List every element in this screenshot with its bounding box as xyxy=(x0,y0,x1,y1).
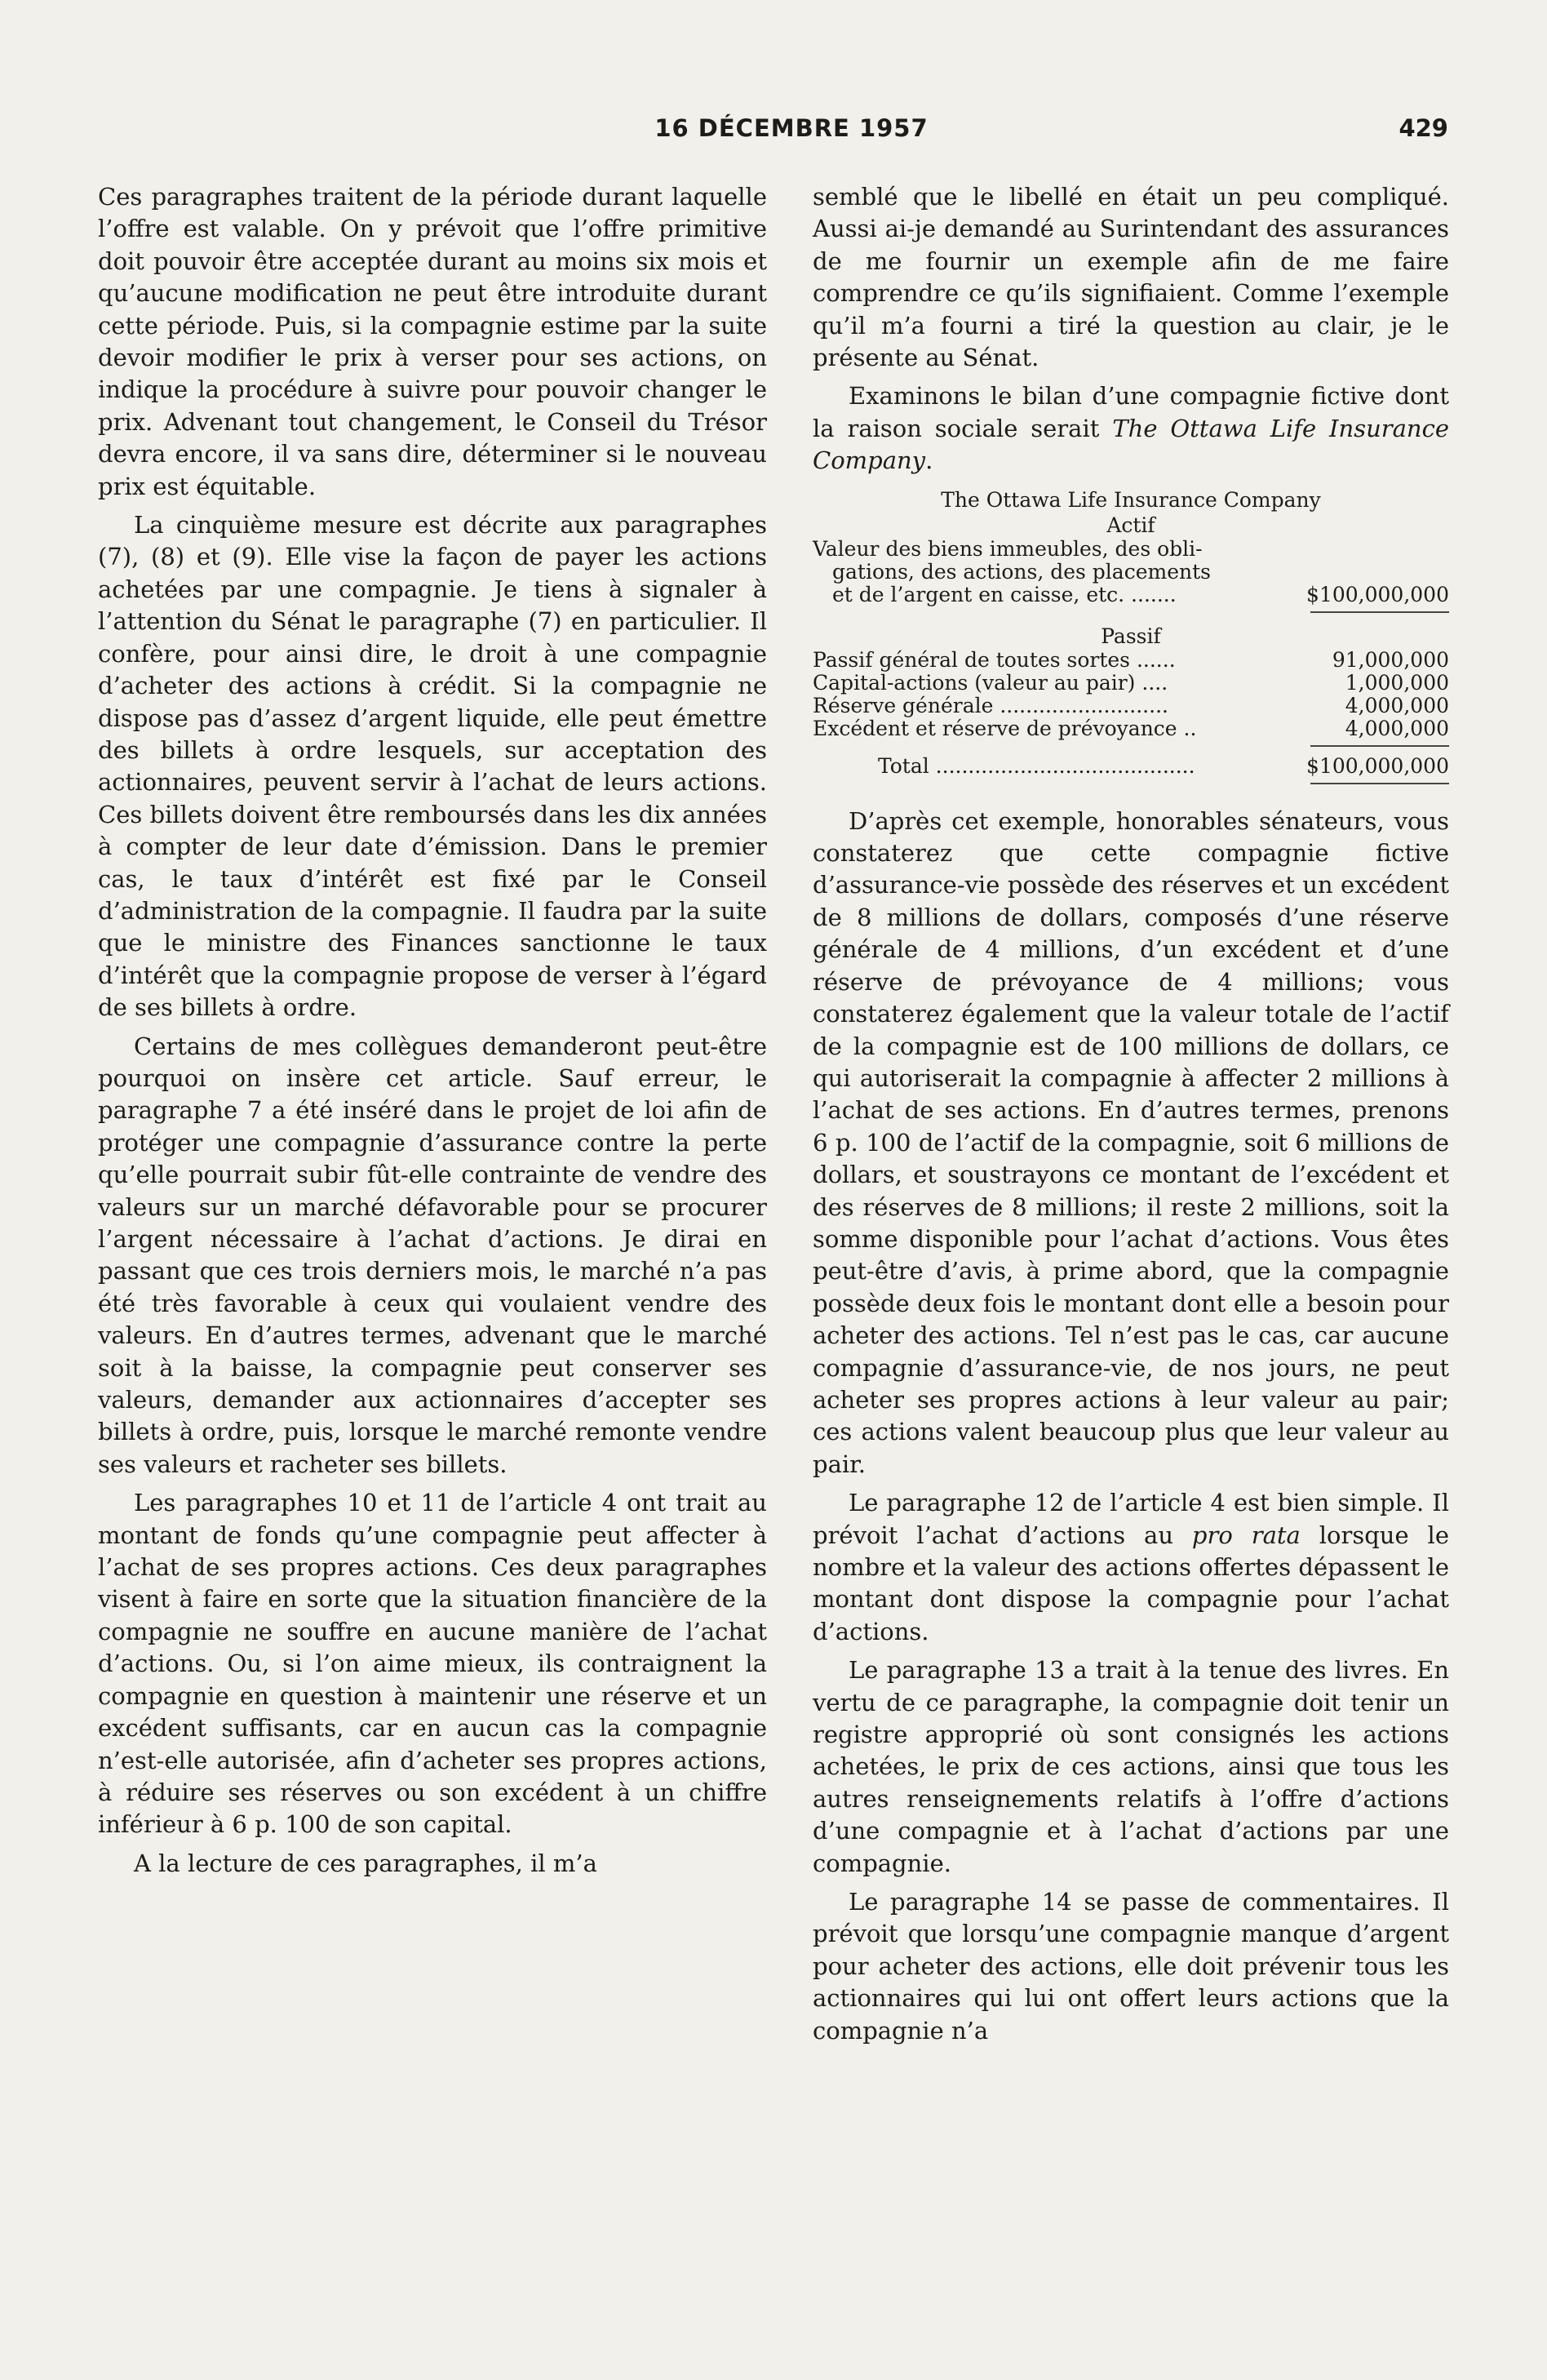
assets-table xyxy=(813,538,1449,606)
liability-value: 91,000,000 xyxy=(1332,647,1449,672)
paragraph-text: . xyxy=(925,446,933,475)
divider xyxy=(1310,745,1449,747)
liability-value: 4,000,000 xyxy=(1345,716,1449,740)
assets-label-line: et de l’argent en caisse, etc. ....... xyxy=(832,582,1177,606)
assets-heading: Actif xyxy=(1106,513,1155,537)
balance-sheet-title: The Ottawa Life Insurance Company xyxy=(941,487,1321,512)
table-row xyxy=(813,538,1449,606)
divider xyxy=(1310,783,1449,784)
paragraph: Le paragraphe 14 se passe de commentaires. Il prévoit que lorsqu’une compagnie manque d’argent pour acheter des actions, elle doit prévenir tous les actionnaires qui lui ont offert leurs actions que la compagnie n’a xyxy=(813,1888,1449,2045)
table-row xyxy=(813,672,1449,695)
paragraph-text: lorsque le nombre et la valeur des actions offertes dépassent le montant dont dispose la compagnie pour l’achat d’actions. xyxy=(813,1521,1449,1645)
table-row xyxy=(813,649,1449,672)
liability-value: 1,000,000 xyxy=(1345,670,1449,695)
divider xyxy=(1310,611,1449,613)
liability-label: Capital-actions (valeur au pair) .... xyxy=(813,670,1168,695)
liability-value: 4,000,000 xyxy=(1345,693,1449,717)
table-row xyxy=(813,695,1449,717)
assets-label-line: Valeur des biens immeubles, des obli- xyxy=(813,536,1203,561)
paragraph: Certains de mes collègues demanderont peut-être pourquoi on insère cet article. Sauf erreur, le paragraphe 7 a été inséré dans le projet de loi afin de protéger une compagnie d’assurance contre la perte qu’elle pourrait subir fût-elle contrainte de vendre des valeurs sur un marché défavorable pour se procurer l’argent nécessaire à l’achat d’actions. Je dirai en passant que ces trois derniers mois, le marché n’a pas été très favorable à ceux qui voulaient vendre des valeurs. En d’autres termes, advenant que le marché soit à la baisse, la compagnie peut conserver ses valeurs, demander aux actionnaires d’accepter ses billets à ordre, puis, lorsque le marché remonte vendre ses valeurs et racheter ses billets. xyxy=(98,1032,767,1478)
paragraph-text: Le paragraphe 12 de l’article 4 est bien simple. Il prévoit l’achat d’actions au xyxy=(813,1489,1449,1549)
paragraph-text: Examinons le bilan d’une compagnie fictive dont la raison sociale serait xyxy=(813,382,1449,442)
paragraph: La cinquième mesure est décrite aux paragraphes (7), (8) et (9). Elle vise la façon de payer les actions achetées par une compagnie. Je tiens à signaler à l’attention du Sénat le paragraphe (7) en particulier. Il confère, pour ainsi dire, le droit à une compagnie d’acheter des actions à crédit. Si la compagnie ne dispose pas d’assez d’argent liquide, elle peut émettre des billets à ordre lesquels, sur acceptation des actionnaires, peuvent servir à l’achat de leurs actions. Ces billets doivent être remboursés dans les dix années à compter de leur date d’émission. Dans le premier cas, le taux d’intérêt est fixé par le Conseil d’administration de la compagnie. Il faudra par la suite que le ministre des Finances sanctionne le taux d’intérêt que la compagnie propose de verser à l’égard de ses billets à ordre. xyxy=(98,511,767,1022)
right-column xyxy=(813,181,1449,2054)
balance-sheet xyxy=(813,487,1449,784)
paragraph: A la lecture de ces paragraphes, il m’a xyxy=(134,1849,597,1877)
total-table xyxy=(813,755,1449,778)
assets-label-line: gations, des actions, des placements xyxy=(832,559,1211,584)
page-header-date: 16 DÉCEMBRE 1957 xyxy=(654,114,929,142)
paragraph xyxy=(813,1487,1449,1648)
total-value: $100,000,000 xyxy=(1306,753,1449,778)
liabilities-table xyxy=(813,649,1449,740)
paragraph: semblé que le libellé en était un peu compliqué. Aussi ai-je demandé au Surintendant des assurances de me fournir un exemple afin de me faire comprendre ce qu’ils signifiaient. Comme l’exemple qu’il m’a fourni a tiré la question au clair, je le présente au Sénat. xyxy=(813,183,1449,372)
assets-value: $100,000,000 xyxy=(1306,582,1449,606)
company-name: The Ottawa Life Insurance Company xyxy=(813,414,1449,475)
liabilities-heading: Passif xyxy=(1101,624,1161,648)
italic-term: pro rata xyxy=(1191,1521,1301,1549)
table-cell xyxy=(813,538,1294,606)
page-number: 429 xyxy=(1399,114,1448,142)
table-row xyxy=(813,755,1449,778)
left-column xyxy=(98,181,767,1886)
paragraph: Ces paragraphes traitent de la période durant laquelle l’offre est valable. On y prévoit que l’offre primitive doit pouvoir être acceptée durant au moins six mois et qu’aucune modification ne peut être introduite durant cette période. Puis, si la compagnie estime par la suite devoir modifier le prix à verser pour ses actions, on indique la procédure à suivre pour pouvoir changer le prix. Advenant tout changement, le Conseil du Trésor devra encore, il va sans dire, déterminer si le nouveau prix est équitable. xyxy=(98,183,767,500)
liability-label: Passif général de toutes sortes ...... xyxy=(813,647,1176,672)
liability-label: Réserve générale .......................... xyxy=(813,693,1168,717)
paragraph: Le paragraphe 13 a trait à la tenue des livres. En vertu de ce paragraphe, la compagnie doit tenir un registre approprié où sont consignés les actions achetées, le prix de ces actions, ainsi que tous les autres renseignements relatifs à l’offre d’actions d’une compagnie et à l’achat d’actions par une compagnie. xyxy=(813,1656,1449,1877)
liability-label: Excédent et réserve de prévoyance .. xyxy=(813,716,1197,740)
total-label: Total ........................................ xyxy=(878,753,1195,778)
paragraph xyxy=(813,380,1449,477)
paragraph: D’après cet exemple, honorables sénateurs, vous constaterez que cette compagnie fictive d’assurance-vie possède des réserves et un excédent de 8 millions de dollars, composés d’une réserve générale de 4 millions, d’un excédent et d’une réserve de prévoyance de 4 millions; vous constaterez également que la valeur totale de l’actif de la compagnie est de 100 millions de dollars, ce qui autoriserait la compagnie à affecter 2 millions à l’achat de ses actions. En d’autres termes, prenons 6 p. 100 de l’actif de la compagnie, soit 6 millions de dollars, et soustrayons ce montant de l’excédent et des réserves de 8 millions; il reste 2 millions, soit la somme disponible pour l’achat d’actions. Vous êtes peut-être d’avis, à prime abord, que la compagnie possède deux fois le montant dont elle a besoin pour acheter des actions. Tel n’est pas le cas, car aucune compagnie d’assurance-vie, de nos jours, ne peut acheter ses propres actions à leur valeur au pair; ces actions valent beaucoup plus que leur valeur au pair. xyxy=(813,806,1449,1478)
paragraph: Les paragraphes 10 et 11 de l’article 4 ont trait au montant de fonds qu’une compagnie peut affecter à l’achat de ses propres actions. Ces deux paragraphes visent à faire en sorte que la situation financière de la compagnie ne souffre en aucune manière de l’achat d’actions. Ou, si l’on aime mieux, ils contraignent la compagnie en question à maintenir une réserve et un excédent suffisants, car en aucun cas la compagnie n’est-elle autorisée, afin d’acheter ses propres actions, à réduire ses réserves ou son excédent à un chiffre inférieur à 6 p. 100 de son capital. xyxy=(98,1489,767,1839)
table-row xyxy=(813,717,1449,740)
